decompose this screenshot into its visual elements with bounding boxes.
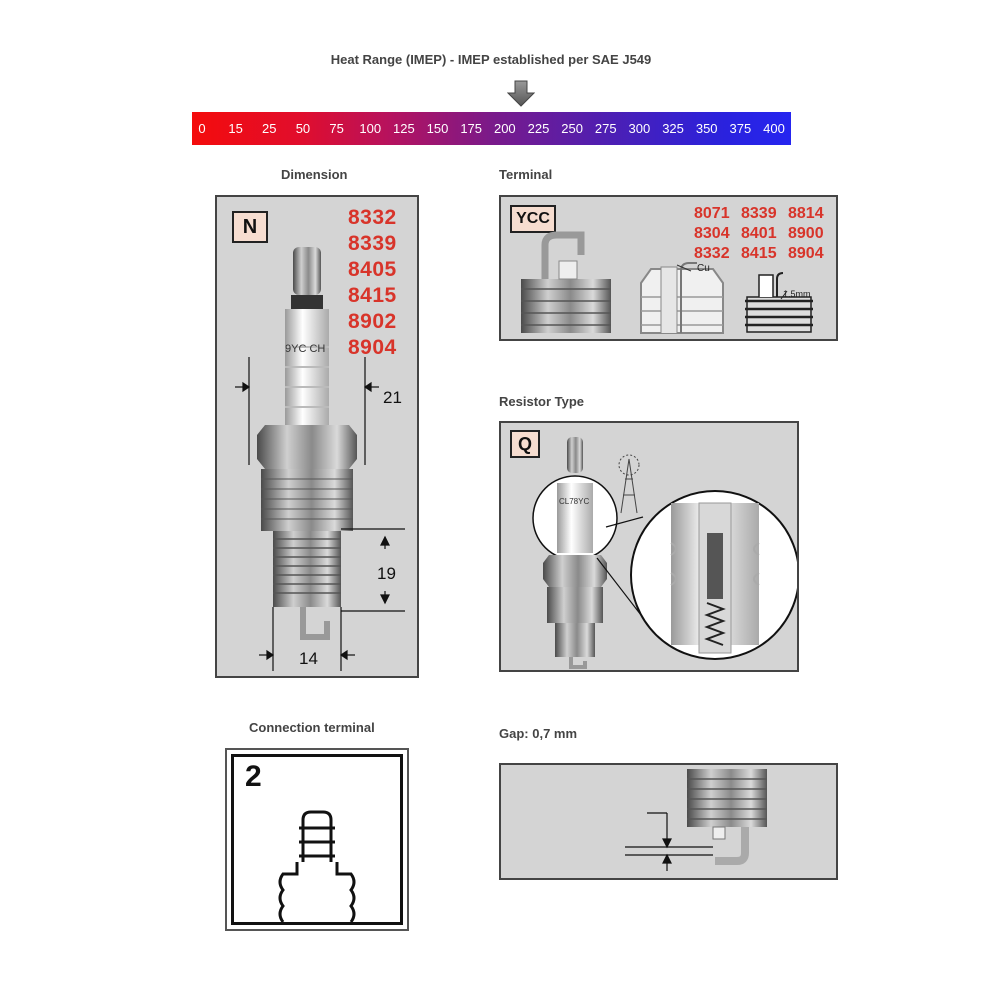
connection-tag: 2 xyxy=(245,760,262,793)
scale-tick: 100 xyxy=(359,121,382,136)
cu-label: Cu xyxy=(697,263,710,274)
scale-tick: 125 xyxy=(393,121,415,136)
scale-tick: 300 xyxy=(628,121,651,136)
connection-terminal-illustration xyxy=(227,750,407,929)
scale-tick: 50 xyxy=(295,121,311,136)
resistor-panel xyxy=(499,421,799,672)
resistor-label: Resistor Type xyxy=(499,394,585,409)
dimension-codes: 8332 8339 8405 8415 8902 8904 xyxy=(348,206,397,359)
dimension-label: Dimension xyxy=(281,167,348,182)
scale-tick: 175 xyxy=(460,121,483,136)
terminal-label: Terminal xyxy=(499,167,553,182)
connection-panel xyxy=(225,748,409,931)
scale-tick: 325 xyxy=(662,121,684,136)
dim-reach-label: 19 xyxy=(377,564,396,583)
scale-tick: 375 xyxy=(729,121,752,136)
terminal-panel xyxy=(499,195,838,341)
scale-tick: 225 xyxy=(527,121,550,136)
spark-plug-illustration xyxy=(217,197,417,676)
scale-tick: 75 xyxy=(329,121,344,136)
resistor-plug-illustration xyxy=(501,423,797,670)
resistor-tag: Q xyxy=(510,430,540,458)
resistor-plug-marking: CL78YC xyxy=(559,497,590,506)
dimension-tag: N xyxy=(232,211,268,243)
scale-tick: 15 xyxy=(228,121,243,136)
scale-tick: 250 xyxy=(561,121,583,136)
arrow-down-icon xyxy=(507,80,535,108)
dimension-panel xyxy=(215,195,419,678)
gap-illustration xyxy=(501,765,836,878)
dim-thread-label: 14 xyxy=(299,649,318,668)
scale-tick: 200 xyxy=(493,121,516,136)
electrode-illustration xyxy=(501,197,836,339)
terminal-tag: YCC xyxy=(510,205,556,233)
scale-tick: 275 xyxy=(594,121,617,136)
heat-range-title: Heat Range (IMEP) - IMEP established per SAE J549 xyxy=(330,52,652,67)
connection-label: Connection terminal xyxy=(249,720,375,735)
heat-range-scale xyxy=(192,112,791,145)
scale-tick: 25 xyxy=(262,121,277,136)
gap-dim-label: 1.5mm xyxy=(783,289,811,299)
scale-tick: 400 xyxy=(763,121,785,136)
terminal-codes: 8071 8339 8814 8304 8401 8900 8332 8415 8904 xyxy=(694,205,824,262)
plug-marking: 9YC CH xyxy=(285,343,326,355)
scale-tick: 0 xyxy=(198,121,206,136)
scale-tick: 150 xyxy=(426,121,449,136)
gap-panel xyxy=(499,763,838,880)
gap-label: Gap: 0,7 mm xyxy=(499,726,578,741)
scale-tick: 350 xyxy=(695,121,718,136)
dim-hex-label: 21 xyxy=(383,388,402,407)
